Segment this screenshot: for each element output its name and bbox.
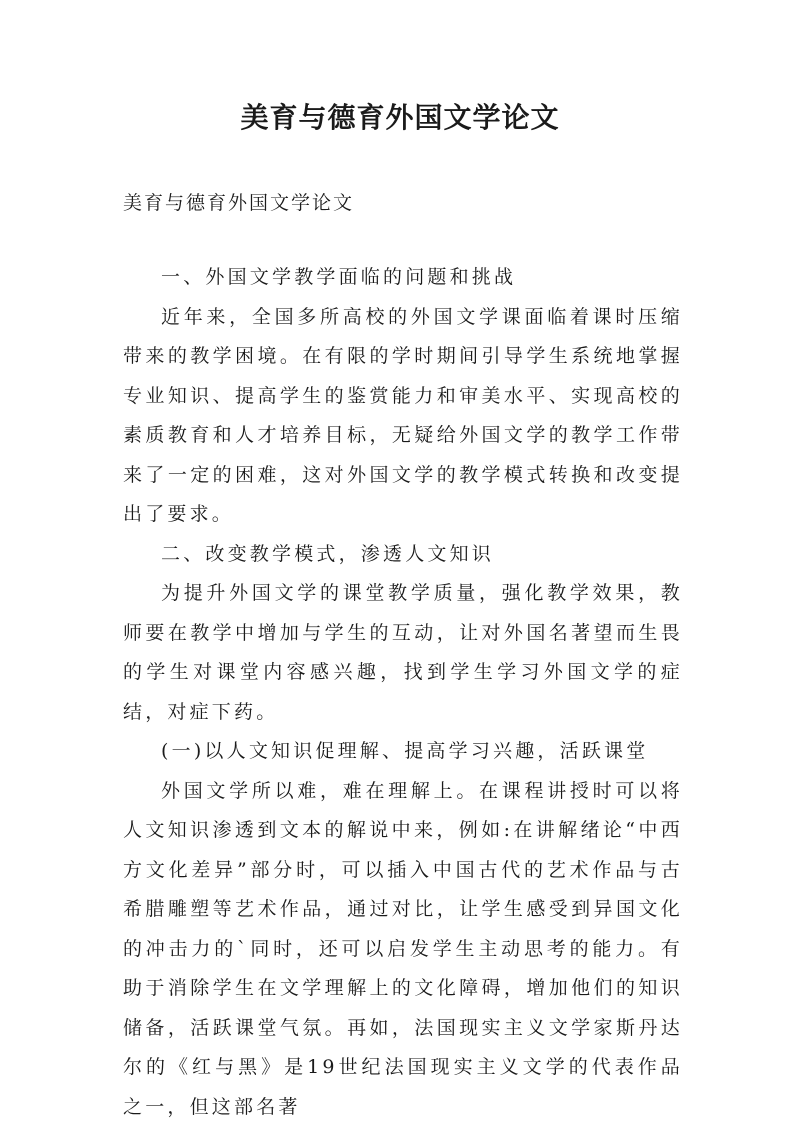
document-title: 美育与德育外国文学论文: [240, 101, 560, 134]
subsection-heading-1: (一)以人文知识促理解、提高学习兴趣，活跃课堂: [161, 740, 649, 762]
section-heading-2: 二、改变教学模式，渗透人文知识: [161, 542, 495, 565]
paragraph-1: 近年来，全国多所高校的外国文学课面临着课时压缩带来的教学困境。在有限的学时期间引导学生系统地掌握专业知识、提高学生的鉴赏能力和审美水平、实现高校的素质教育和人才培养目标，无疑给外国文学的教学工作带来了一定的困难，这对外国文学的教学模式转换和改变提出了要求。: [123, 305, 683, 525]
paragraph-3: 外国文学所以难，难在理解上。在课程讲授时可以将人文知识渗透到文本的解说中来，例如:在讲解绪论“中西方文化差异”部分时，可以插入中国古代的艺术作品与古希腊雕塑等艺术作品，通过对比，让学生感受到异国文化的冲击力的`同时，还可以启发学生主动思考的能力。有助于消除学生在文学理解上的文化障碍，增加他们的知识储备，活跃课堂气氛。再如，法国现实主义文学家斯丹达尔的《红与黑》是19世纪法国现实主义文学的代表作品之一，但这部名著: [123, 779, 683, 1118]
section-heading-1: 一、外国文学教学面临的问题和挑战: [161, 266, 517, 288]
document-subtitle: 美育与德育外国文学论文: [123, 192, 355, 214]
document-body: [123, 258, 683, 1127]
paragraph-2: 为提升外国文学的课堂教学质量，强化教学效果，教师要在教学中增加与学生的互动，让对外国名著望而生畏的学生对课堂内容感兴趣，找到学生学习外国文学的症结，对症下药。: [123, 582, 683, 723]
